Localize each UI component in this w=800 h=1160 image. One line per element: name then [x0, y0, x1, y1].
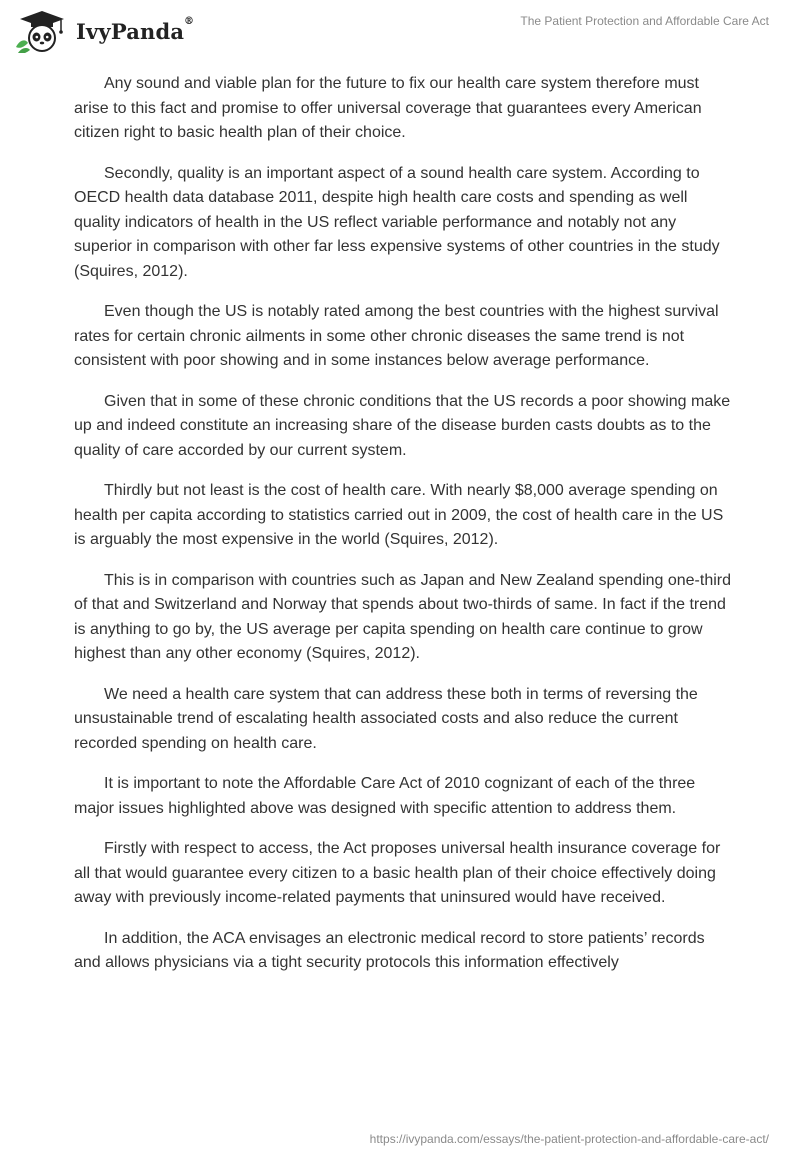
paragraph: Any sound and viable plan for the future to fix our health care system therefore must arise to this fact and promise to offer universal coverage that guarantees every American citizen right to basic health plan of their choice. — [74, 75, 702, 141]
paragraph: Secondly, quality is an important aspect of a sound health care system. According to OECD health data database 2011, despite high health care costs and spending as well quality indicators of health in the US reflect variable performance and notably not any superior in comparison with other far less expensive systems of other countries in the study (Squires, 2012). — [74, 164, 720, 280]
document-title: The Patient Protection and Affordable Care Act — [520, 14, 769, 28]
paragraph: Even though the US is notably rated among the best countries with the highest survival rates for certain chronic ailments in some other chronic diseases the same trend is not consistent with poor showing and in some instances below average performance. — [74, 303, 719, 369]
paragraph: Given that in some of these chronic conditions that the US records a poor showing make up and indeed constitute an increasing share of the disease burden casts doubts as to the quality of care accorded by our current system. — [74, 392, 731, 459]
paragraph: It is important to note the Affordable Care Act of 2010 cognizant of each of the three major issues highlighted above was designed with specific attention to address them. — [74, 775, 696, 817]
ivypanda-logo[interactable] — [14, 9, 195, 53]
paragraph: This is in comparison with countries such as Japan and New Zealand spending one-third of that and Switzerland and Norway that spends about two-thirds of same. In fact if the trend is anything to go by, the US average per capita spending on health care continue to grow highest than any other economy (Squires, 2012). — [74, 571, 732, 662]
registered-mark: ® — [184, 15, 195, 27]
paragraph: Thirdly but not least is the cost of health care. With nearly $8,000 average spending on health per capita according to statistics carried out in 2009, the cost of health care in the US is arguably the most expensive in the world (Squires, 2012). — [74, 482, 724, 548]
essay-body — [74, 72, 734, 992]
panda-graduate-icon — [14, 9, 70, 53]
page-header — [0, 0, 800, 60]
paragraph: We need a health care system that can address these both in terms of reversing the unsustainable trend of escalating health associated costs and also reduce the current recorded spending on health care. — [74, 685, 698, 752]
paragraph: Firstly with respect to access, the Act proposes universal health insurance coverage for all that would guarantee every citizen to a basic health plan of their choice effectively doing away with previously income-related payments that uninsured would have received. — [74, 840, 721, 906]
source-url-link[interactable]: https://ivypanda.com/essays/the-patient-protection-and-affordable-care-act/ — [369, 1132, 769, 1146]
brand-name: IvyPanda ® — [76, 15, 195, 44]
paragraph: In addition, the ACA envisages an electronic medical record to store patients’ records and allows physicians via a tight security protocols this information effectively — [74, 929, 705, 971]
